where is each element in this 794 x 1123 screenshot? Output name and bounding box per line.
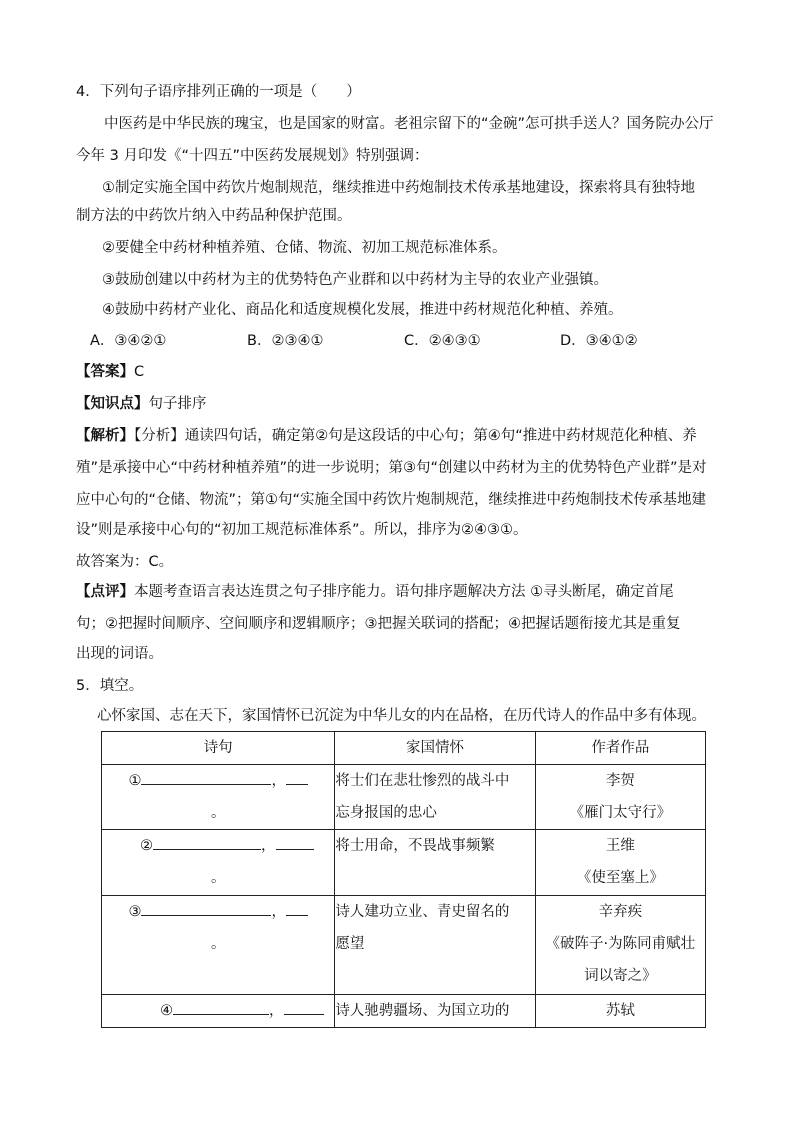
q5-intro: 心怀家国、志在天下，家国情怀已沉淀为中华儿女的内在品格，在历代诗人的作品中多有体现。: [97, 708, 706, 724]
q4-analysis-line1: [76, 426, 697, 446]
answer-tag: 【答案】: [76, 364, 134, 380]
q4-sentence-1a: ①制定实施全国中药饮片炮制规范，继续推进中药炮制技术传承基地建设，探索将具有独特地: [102, 180, 695, 196]
author-name: 苏轼: [605, 1002, 635, 1019]
header-author-work: 作者作品: [535, 732, 705, 765]
answer-blank[interactable]: [286, 770, 308, 785]
answer-value: C: [134, 364, 145, 380]
work-title: 词以寄之》: [584, 967, 657, 984]
author-cell: [535, 994, 705, 1027]
feeling-text: 忘身报国的忠心: [335, 805, 437, 822]
answer-blank[interactable]: [286, 901, 308, 916]
poem-blank-line: [102, 830, 334, 862]
feeling-cell: [335, 994, 535, 1027]
answer-blank[interactable]: [153, 835, 261, 850]
q4-sentence-3: ③鼓励创建以中药材为主的优势特色产业群和以中药材为主导的农业产业强镇。: [102, 272, 608, 288]
header-feeling: 家国情怀: [335, 732, 535, 765]
comment-tag: 【点评】: [76, 584, 134, 600]
blank-number: ①: [128, 773, 142, 790]
q4-intro-line1: 中医药是中华民族的瑰宝，也是国家的财富。老祖宗留下的“金碗”怎可拱手送人？国务院办公厅: [104, 116, 714, 132]
comment-text-1: 本题考查语言表达连贯之句子排序能力。语句排序题解决方法 ①寻头断尾，确定首尾: [134, 584, 674, 600]
table-row: [102, 895, 706, 994]
author-name: 辛弃疾: [598, 903, 643, 920]
answer-blank[interactable]: [284, 1000, 324, 1015]
poem-period: 。: [210, 805, 226, 822]
author-name: 李贺: [605, 773, 635, 790]
poem-cell: [102, 765, 335, 830]
q4-analysis-line2: 殖”是承接中心“中药材种植养殖”的进一步说明；第③句“创建以中药材为主的优势特色产业群”是对: [76, 460, 707, 476]
feeling-text: 诗人驰骋疆场、为国立功的: [335, 1002, 510, 1019]
answer-blank[interactable]: [173, 1000, 269, 1015]
q5-title: 5．填空。: [76, 678, 144, 694]
blank-number: ④: [160, 1002, 173, 1019]
answer-blank[interactable]: [276, 835, 314, 850]
table-row: [102, 994, 706, 1027]
blank-number: ②: [140, 838, 153, 855]
author-cell: [535, 895, 705, 994]
q4-comment-line3: 出现的词语。: [76, 646, 163, 662]
author-cell: [535, 830, 705, 895]
comma: ，: [261, 838, 276, 855]
q4-sentence-2: ②要健全中药材种植养殖、仓储、物流、初加工规范标准体系。: [102, 240, 507, 256]
poem-table: [101, 731, 706, 1028]
analysis-tag: 【解析】: [76, 428, 134, 444]
poem-period: 。: [210, 935, 226, 952]
feeling-text: 将士用命，不畏战事频繁: [335, 838, 495, 855]
work-title: 《雁门太守行》: [569, 805, 672, 822]
q4-sentence-1b: 制方法的中药饮片纳入中药品种保护范围。: [76, 208, 352, 224]
table-header-row: [102, 732, 706, 765]
q4-option-b: B．②③④①: [247, 333, 324, 349]
q4-analysis-line4: 设”则是承接中心句的“初加工规范标准体系”。所以，排序为②④③①。: [76, 522, 528, 538]
q4-knowledge-line: [76, 394, 207, 414]
q4-comment-line2: 句；②把握时间顺序、空间顺序和逻辑顺序；③把握关联词的搭配；④把握话题衔接尤其是重复: [76, 616, 681, 632]
feeling-text: 愿望: [335, 935, 365, 952]
answer-blank[interactable]: [141, 770, 271, 785]
table-row: [102, 830, 706, 895]
analysis-text-1: 通读四句话，确定第②句是这段话的中心句；第④句“推进中药材规范化种植、养: [184, 428, 697, 444]
q4-option-c: C．②④③①: [404, 333, 481, 349]
poem-cell: [102, 994, 335, 1027]
feeling-cell: [335, 895, 535, 994]
table-row: [102, 765, 706, 830]
poem-cell: [102, 895, 335, 994]
feeling-text: 诗人建功立业、青史留名的: [335, 903, 510, 920]
q4-option-d: D．③④①②: [560, 333, 638, 349]
q4-final-answer: 故答案为：C。: [76, 554, 174, 570]
work-title: 《破阵子·为陈同甫赋壮: [545, 935, 696, 952]
q4-title: 4．下列句子语序排列正确的一项是（ ）: [76, 84, 361, 100]
author-cell: [535, 765, 705, 830]
poem-blank-line: [102, 995, 334, 1027]
knowledge-value: 句子排序: [148, 396, 207, 412]
poem-blank-line: [102, 896, 334, 928]
q4-comment-line1: [76, 582, 674, 602]
poem-blank-line: [102, 765, 334, 797]
comma: ，: [271, 773, 286, 790]
header-poem: 诗句: [102, 732, 335, 765]
answer-blank[interactable]: [141, 901, 271, 916]
author-name: 王维: [605, 838, 635, 855]
feeling-text: 将士们在悲壮惨烈的战斗中: [335, 773, 510, 790]
q4-sentence-4: ④鼓励中药材产业化、商品化和适度规模化发展，推进中药材规范化种植、养殖。: [102, 302, 623, 318]
comma: ，: [269, 1002, 284, 1019]
q4-analysis-line3: 应中心句的“仓储、物流”；第①句“实施全国中药饮片炮制规范，继续推进中药炮制技术传承基地建: [76, 492, 707, 508]
poem-period: 。: [210, 870, 226, 887]
feeling-cell: [335, 830, 535, 895]
q4-answer-line: [76, 362, 144, 382]
feeling-cell: [335, 765, 535, 830]
q4-intro-line2: 今年 3 月印发《“十四五”中医药发展规划》特别强调：: [76, 148, 429, 164]
comma: ，: [271, 903, 286, 920]
analysis-subtag: 【分析】: [134, 428, 185, 444]
q4-option-a: A．③④②①: [90, 333, 167, 349]
blank-number: ③: [128, 903, 142, 920]
knowledge-tag: 【知识点】: [76, 396, 149, 412]
work-title: 《使至塞上》: [576, 870, 664, 887]
poem-cell: [102, 830, 335, 895]
